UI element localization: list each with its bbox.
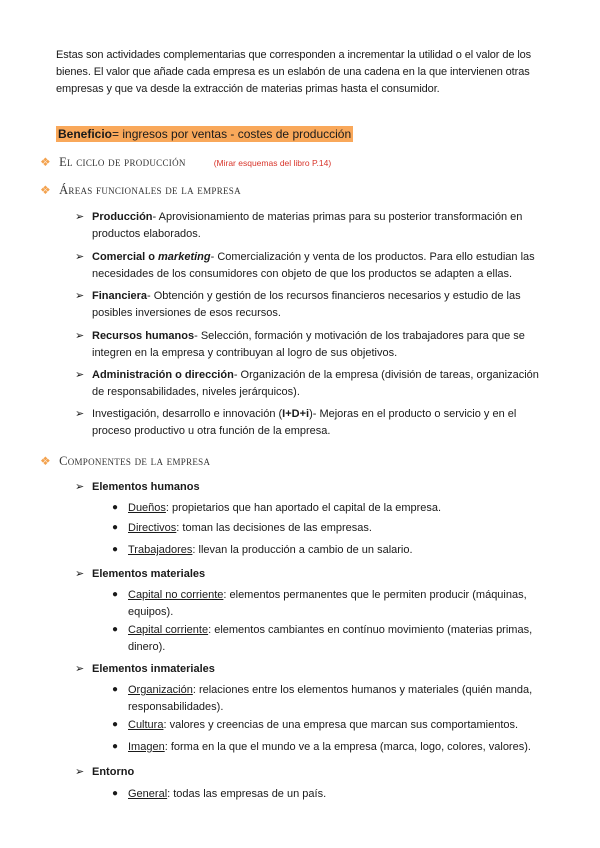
bullet-dot-icon: ●	[112, 522, 119, 533]
componente-humanos	[75, 479, 553, 496]
item-term: Directivos	[128, 522, 177, 534]
area-description: )- Mejoras en el producto o servicio y en el proceso productivo u otra función de la empresa.	[92, 408, 517, 437]
item-description: : elementos cambiantes en contínuo movimiento (materias primas, dinero).	[128, 624, 533, 653]
section-heading-ciclo	[40, 154, 331, 171]
area-term: Recursos humanos	[92, 330, 195, 342]
item-description: : todas las empresas de un país.	[167, 788, 327, 800]
diamond-bullet-icon: ❖	[40, 183, 52, 197]
bullet-dot-icon: ●	[112, 719, 119, 730]
item-term: Trabajadores	[128, 544, 193, 556]
list-item	[112, 786, 548, 803]
area-prefix: Investigación, desarrollo e innovación (	[92, 408, 283, 420]
item-term: Capital no corriente	[128, 589, 224, 601]
arrow-bullet-icon: ➢	[75, 568, 85, 580]
list-item	[112, 739, 548, 756]
item-term: Organización	[128, 684, 193, 696]
item-term: Cultura	[128, 719, 164, 731]
area-term-italic: marketing	[158, 251, 211, 263]
list-item	[112, 542, 548, 559]
section-heading-areas	[40, 182, 241, 198]
arrow-bullet-icon: ➢	[75, 408, 85, 420]
item-term: General	[128, 788, 168, 800]
area-description: - Comercialización y venta de los productos. Para ello estudian las necesidades de los consumidores con objeto de que los productos se adapten a ellas.	[92, 251, 535, 280]
section-title: Componentes de la empresa	[59, 454, 211, 468]
componente-title: Elementos humanos	[92, 481, 200, 493]
area-item-comercial	[75, 249, 553, 282]
arrow-bullet-icon: ➢	[75, 330, 85, 342]
diamond-bullet-icon: ❖	[40, 454, 52, 468]
area-term: Comercial o	[92, 251, 159, 263]
item-description: : relaciones entre los elementos humanos y materiales (quién manda, responsabilidades).	[128, 684, 533, 713]
arrow-bullet-icon: ➢	[75, 766, 85, 778]
arrow-bullet-icon: ➢	[75, 481, 85, 493]
intro-paragraph: Estas son actividades complementarias que corresponden a incrementar la utilidad o el valor de los bienes. El valor que añade cada empresa es un eslabón de una cadena en la que intervienen otras empresas y que va desde la extracción de materias primas hasta el consumidor.	[56, 49, 532, 95]
arrow-bullet-icon: ➢	[75, 211, 85, 223]
item-description: : elementos permanentes que le permiten producir (máquinas, equipos).	[128, 589, 527, 618]
section-title: El ciclo de producción	[59, 155, 186, 169]
item-description: : propietarios que han aportado el capital de la empresa.	[165, 502, 442, 514]
area-term: Producción	[92, 211, 153, 223]
list-item	[112, 587, 548, 620]
item-description: : toman las decisiones de las empresas.	[176, 522, 372, 534]
list-item	[112, 717, 548, 734]
arrow-bullet-icon: ➢	[75, 251, 85, 263]
item-term: Capital corriente	[128, 624, 209, 636]
area-term: I+D+i	[282, 408, 310, 420]
bullet-dot-icon: ●	[112, 502, 119, 513]
bullet-dot-icon: ●	[112, 589, 119, 600]
beneficio-term: Beneficio	[58, 127, 113, 141]
section-note: (Mirar esquemas del libro P.14)	[213, 158, 332, 168]
area-item-produccion	[75, 209, 553, 242]
area-item-idi	[75, 406, 553, 439]
item-description: : llevan la producción a cambio de un salario.	[192, 544, 413, 556]
area-description: - Selección, formación y motivación de los trabajadores para que se integren en la empresa y contribuyan al logro de sus objetivos.	[92, 330, 525, 359]
highlight	[56, 126, 353, 142]
componente-title: Entorno	[92, 766, 135, 778]
diamond-bullet-icon: ❖	[40, 155, 52, 169]
area-item-administracion	[75, 367, 553, 400]
area-term: Administración o dirección	[92, 369, 234, 381]
list-item	[112, 500, 548, 517]
area-description: - Obtención y gestión de los recursos financieros necesarios y estudio de las posibles inversiones de esos recursos.	[92, 290, 521, 319]
list-item	[112, 682, 548, 715]
arrow-bullet-icon: ➢	[75, 663, 85, 675]
beneficio-definition	[56, 126, 353, 142]
item-term: Imagen	[128, 741, 165, 753]
area-item-rrhh	[75, 328, 553, 361]
item-term: Dueños	[128, 502, 166, 514]
bullet-dot-icon: ●	[112, 544, 119, 555]
list-item	[112, 622, 548, 655]
bullet-dot-icon: ●	[112, 788, 119, 799]
componente-materiales	[75, 566, 553, 583]
list-item	[112, 520, 548, 537]
area-description: - Aprovisionamiento de materias primas para su posterior transformación en productos elaborados.	[92, 211, 523, 240]
item-description: : valores y creencias de una empresa que marcan sus comportamientos.	[163, 719, 519, 731]
arrow-bullet-icon: ➢	[75, 369, 85, 381]
bullet-dot-icon: ●	[112, 741, 119, 752]
arrow-bullet-icon: ➢	[75, 290, 85, 302]
bullet-dot-icon: ●	[112, 624, 119, 635]
componente-inmateriales	[75, 661, 553, 678]
componente-title: Elementos inmateriales	[92, 663, 215, 675]
beneficio-formula: = ingresos por ventas - costes de producción	[112, 127, 352, 141]
item-description: : forma en la que el mundo ve a la empresa (marca, logo, colores, valores).	[164, 741, 531, 753]
componente-entorno	[75, 764, 553, 781]
area-description: - Organización de la empresa (división de tareas, organización de responsabilidades, niveles jerárquicos).	[92, 369, 539, 398]
area-term: Financiera	[92, 290, 148, 302]
bullet-dot-icon: ●	[112, 684, 119, 695]
section-heading-componentes	[40, 453, 210, 469]
area-item-financiera	[75, 288, 553, 321]
componente-title: Elementos materiales	[92, 568, 206, 580]
section-title: Áreas funcionales de la empresa	[59, 183, 241, 197]
